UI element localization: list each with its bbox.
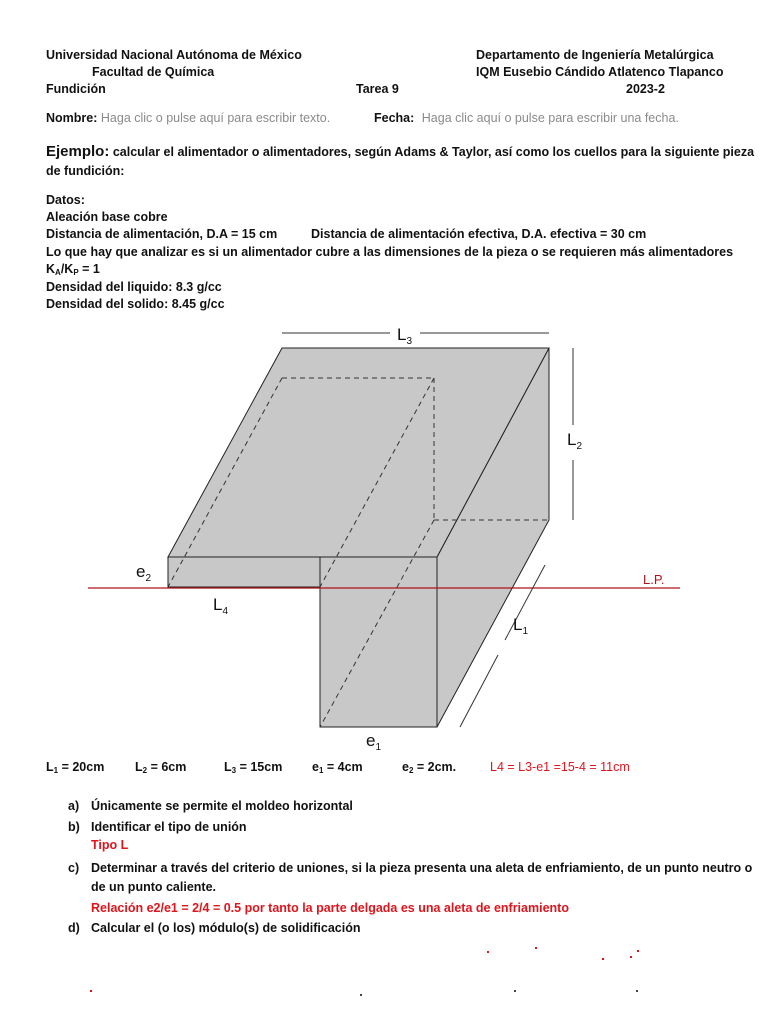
question-b-text: Identificar el tipo de unión: [91, 820, 247, 834]
ink-speck: [602, 958, 604, 960]
data-solid-density: Densidad del solido: 8.45 g/cc: [46, 297, 225, 311]
data-liquid-density: Densidad del liquido: 8.3 g/cc: [46, 280, 222, 294]
ratio-value: = 1: [78, 262, 100, 276]
question-b-answer: Tipo L: [91, 838, 129, 852]
data-effective-distance: Distancia de alimentación efectiva, D.A. efectiva = 30 cm: [311, 227, 647, 241]
block-front-face: [320, 557, 437, 727]
ratio-a-sub: A: [55, 268, 61, 277]
department-name: Departamento de Ingeniería Metalúrgica: [476, 48, 714, 62]
ink-speck: [637, 950, 639, 952]
question-a-marker: a): [68, 799, 80, 813]
data-feed-distance: Distancia de alimentación, D.A = 15 cm: [46, 227, 278, 241]
question-c-text-2: de un punto caliente.: [91, 880, 217, 894]
ink-speck: [636, 990, 638, 992]
label-e2: $e_2$: [136, 562, 152, 584]
ink-speck: [487, 951, 489, 953]
question-c-marker: c): [68, 861, 80, 875]
data-alloy: Aleación base cobre: [46, 210, 168, 224]
ink-speck: [360, 994, 362, 996]
date-label: Fecha:: [374, 111, 415, 125]
ratio-slash: /K: [60, 262, 74, 276]
label-l4: $L_4$: [213, 595, 229, 617]
course-name: Fundición: [46, 82, 106, 96]
semester: 2023-2: [626, 82, 665, 96]
task-number: Tarea 9: [356, 82, 399, 96]
dim-l3: $L_3 = 15cm$: [224, 760, 283, 775]
question-d-marker: d): [68, 921, 80, 935]
label-l2: $L_2$: [567, 430, 583, 452]
ink-speck: [514, 990, 516, 992]
dim-l2: $L_2 = 6cm$: [135, 760, 187, 775]
label-l3: $L_3$: [397, 325, 413, 347]
dim-l1: $L_1 = 20cm$: [46, 760, 105, 775]
faculty-name: Facultad de Química: [92, 65, 215, 79]
question-b-marker: b): [68, 820, 80, 834]
label-parting-line: L.P.: [643, 572, 665, 587]
dim-e2: $e_2 = 2cm$.: [402, 760, 457, 775]
data-title: Datos:: [46, 193, 85, 207]
question-c-answer: Relación e2/e1 = 2/4 = 0.5 por tanto la parte delgada es una aleta de enfriamiento: [91, 901, 569, 915]
dim-e1: $e_1 = 4cm$: [312, 760, 363, 775]
data-analysis: Lo que hay que analizar es si un alimentador cubre a las dimensiones de la pieza o se requieren más alimentadores: [46, 245, 734, 259]
name-input-placeholder[interactable]: Haga clic o pulse aquí para escribir texto.: [100, 111, 331, 125]
university-name: Universidad Nacional Autónoma de México: [46, 48, 302, 62]
example-text-1: calcular el alimentador o alimentadores, según Adams & Taylor, así como los cuellos para la siguiente pieza: [112, 145, 755, 159]
ratio-k: K: [46, 262, 56, 276]
label-l1: $L_1$: [513, 615, 529, 637]
dim-l4-calc: L4 = L3-e1 =15-4 = 11cm: [490, 760, 630, 774]
ink-speck: [535, 947, 537, 949]
ink-speck: [90, 990, 92, 992]
date-input-placeholder[interactable]: Haga clic aquí o pulse para escribir una fecha.: [421, 111, 679, 125]
example-heading: Ejemplo:: [46, 143, 110, 160]
question-c-text: Determinar a través del criterio de uniones, si la pieza presenta una aleta de enfriamiento, de un punto neutro o: [91, 861, 753, 875]
question-a-text: Únicamente se permite el moldeo horizontal: [91, 799, 353, 813]
name-label: Nombre:: [46, 111, 98, 125]
example-text-2: de fundición:: [46, 164, 125, 178]
ink-speck: [630, 956, 632, 958]
label-e1: $e_1$: [366, 731, 382, 753]
ratio-p-sub: P: [73, 268, 79, 277]
program-name: IQM Eusebio Cándido Atlatenco Tlapanco: [476, 65, 724, 79]
question-d-text: Calcular el (o los) módulo(s) de solidificación: [91, 921, 361, 935]
